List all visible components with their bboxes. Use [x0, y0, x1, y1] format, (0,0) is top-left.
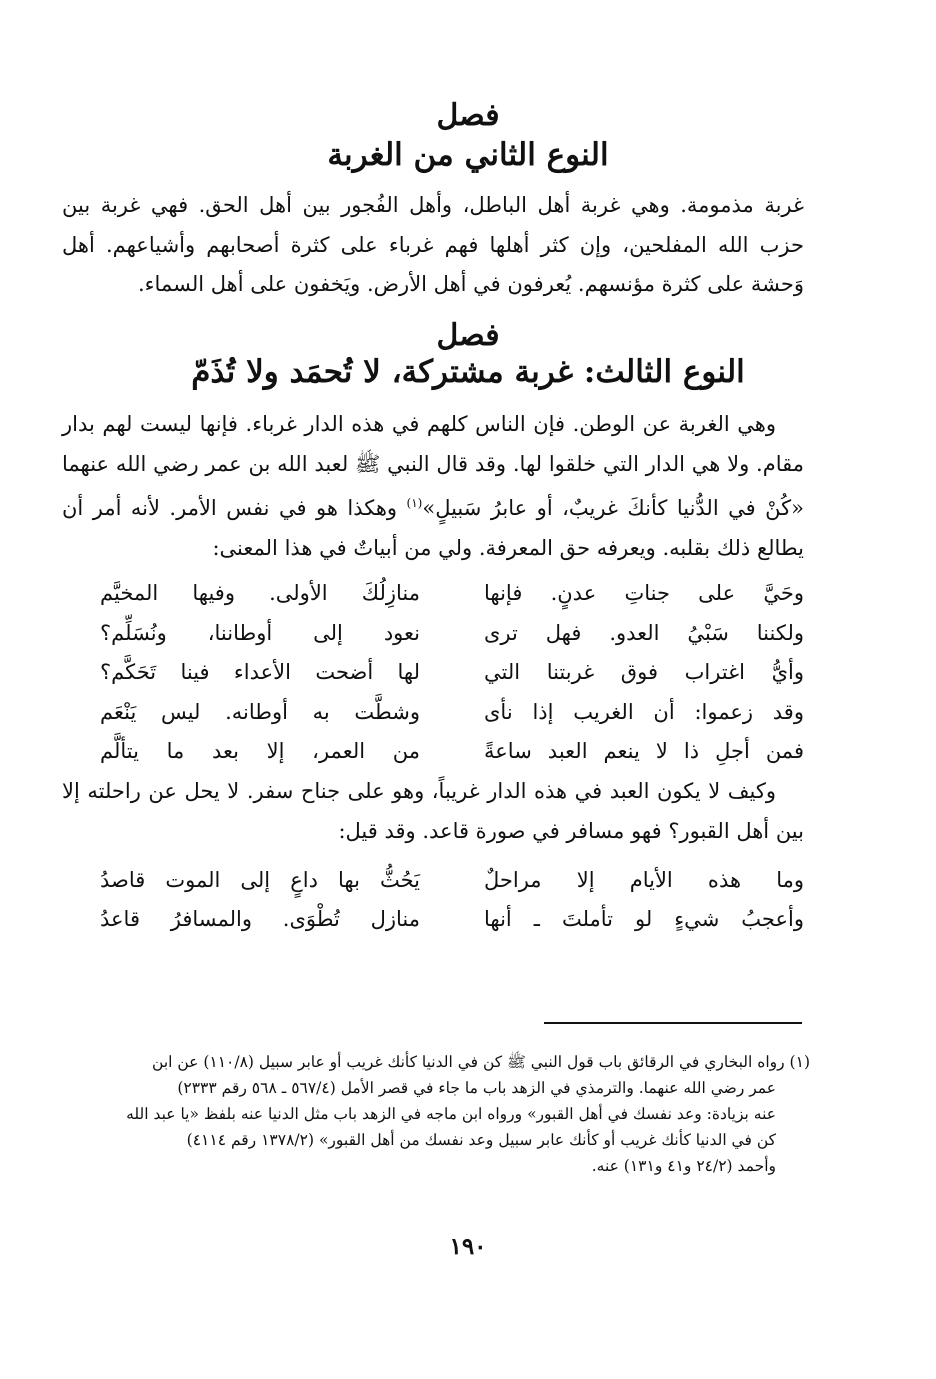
- section2-paragraph: [62, 405, 804, 568]
- section2-paragraph-rest: وهكذا هو في نفس الأمر. لأنه أمر أن يطالع ذلك بقلبه. ويعرفه حق المعرفة. ولي من أبياتٌ في هذا المعنى:: [62, 496, 804, 560]
- hemistich-first: وحَيَّ على جناتِ عدنٍ. فإنها: [484, 581, 804, 605]
- footnote-line: كن في الدنيا كأنك غريب أو كأنك عابر سبيل وعد نفسك من أهل القبور» (١٣٧٨/٢ رقم ٤١١٤): [186, 1131, 776, 1149]
- hemistich-second: من العمر، إلا بعد ما يتألَّم: [100, 739, 420, 763]
- poem1-verse: [0, 573, 936, 613]
- footnote-line: عمر رضي الله عنهما. والترمذي في الزهد باب ما جاء في قصر الأمل (٥٦٧/٤ ـ ٥٦٨ رقم ٢٣٣٣): [177, 1079, 776, 1097]
- page-number: ١٩٠: [449, 1233, 487, 1260]
- hemistich-second: لها أضحت الأعداء فينا تَحَكَّم؟: [100, 660, 420, 684]
- footnote-marker[interactable]: (١): [406, 496, 423, 510]
- footnote-separator: [544, 1022, 802, 1024]
- hemistich-first: فمن أجلِ ذا لا ينعم العبد ساعةً: [484, 739, 804, 763]
- footnote-line: وأحمد (٢٤/٢ و٤١ و١٣١) عنه.: [591, 1157, 776, 1175]
- section1-title: النوع الثاني من الغربة: [327, 137, 609, 173]
- footnote: [62, 1049, 810, 1179]
- hemistich-second: نعود إلى أوطاننا، ونُسَلِّم؟: [100, 621, 420, 645]
- poem1-verse: [0, 613, 936, 653]
- hemistich-second: منازِلُكَ الأولى. وفيها المخيَّم: [100, 581, 420, 605]
- poem1-verse: [0, 731, 936, 771]
- hemistich-second: منازل تُطْوَى. والمسافرُ قاعدُ: [100, 907, 420, 931]
- hemistich-second: وشطَّت به أوطانه. ليس يَنْعَم: [100, 700, 420, 724]
- section1-paragraph: غربة مذمومة. وهي غربة أهل الباطل، وأهل الفُجور بين أهل الحق. فهي غربة بين حزب الله المفلحين، وإن كثر أهلها فهم غرباء على كثرة أصحابهم وأشياعهم. أهل وَحشة على كثرة مؤنسهم. يُعرفون في أهل الأرض. ويَخفون على أهل السماء.: [62, 193, 804, 296]
- footnote-line: عنه بزيادة: وعد نفسك في أهل القبور» ورواه ابن ماجه في الزهد باب مثل الدنيا عنه بلفظ «يا عبد الله: [126, 1105, 776, 1123]
- poem1-verse: [0, 692, 936, 732]
- section2-title: النوع الثالث: غربة مشتركة، لا تُحمَد ولا تُذَمّ: [191, 354, 745, 390]
- hemistich-first: ولكننا سَبْيُ العدو. فهل ترى: [484, 621, 804, 645]
- hemistich-first: وأعجبُ شيءٍ لو تأملتَ ـ أنها: [484, 907, 804, 931]
- hemistich-first: وقد زعموا: أن الغريب إذا نأى: [484, 700, 804, 724]
- section2-label: فصل: [436, 318, 500, 353]
- paragraph3-block: [62, 772, 804, 851]
- section2-paragraph-block: [62, 405, 804, 568]
- poem1-verse: [0, 652, 936, 692]
- hemistich-first: وأيُّ اغتراب فوق غربتنا التي: [484, 660, 804, 684]
- poem2-verse: [0, 860, 936, 900]
- paragraph3: وكيف لا يكون العبد في هذه الدار غريباً، وهو على جناح سفر. لا يحل عن راحلته إلا بين أهل القبور؟ فهو مسافر في صورة قاعد. وقد قيل:: [62, 779, 804, 843]
- section2-paragraph-main: وهي الغربة عن الوطن. فإن الناس كلهم في هذه الدار غرباء. فإنها ليست لهم بدار مقام. ولا هي الدار التي خلقوا لها. وقد قال النبي ﷺ لعبد الله بن عمر رضي الله عنهما «كُنْ في الدُّنيا كأنكَ غريبٌ، أو عابرُ سَبيلٍ»: [62, 412, 805, 520]
- hemistich-first: وما هذه الأيام إلا مراحلٌ: [484, 868, 804, 892]
- poem2-verse: [0, 899, 936, 939]
- section1-paragraph-block: [62, 186, 804, 305]
- footnote-line: (١) رواه البخاري في الرقائق باب قول النبي ﷺ كن في الدنيا كأنك غريب أو عابر سبيل (١١٠/٨) عن ابن: [152, 1053, 810, 1071]
- section1-label: فصل: [436, 98, 500, 133]
- hemistich-second: يَحُثُّ بها داعٍ إلى الموت قاصدُ: [100, 868, 420, 892]
